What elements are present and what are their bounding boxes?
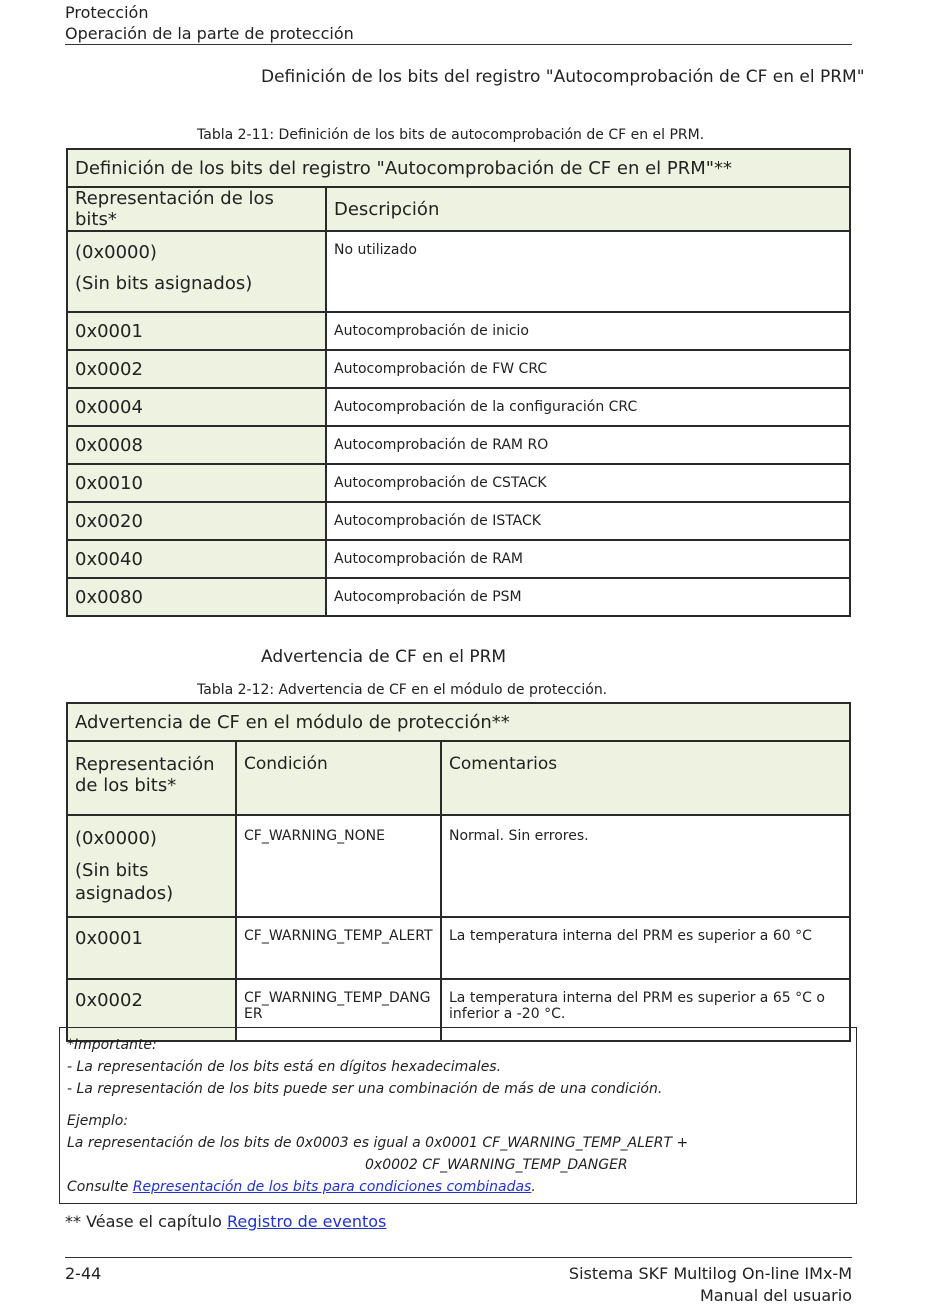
page-number: 2-44 bbox=[65, 1264, 102, 1283]
table-row bbox=[67, 578, 850, 616]
table-2-11 bbox=[66, 148, 851, 617]
table-2-12-caption: Tabla 2-12: Advertencia de CF en el módulo de protección. bbox=[197, 682, 608, 698]
condition-cell: CF_WARNING_TEMP_ALERT bbox=[236, 917, 441, 979]
table-row bbox=[67, 502, 850, 540]
table-row bbox=[67, 917, 850, 979]
table-row bbox=[67, 231, 850, 312]
column-header-bits: Representación de los bits* bbox=[67, 741, 236, 815]
comment-cell: La temperatura interna del PRM es superior a 60 °C bbox=[441, 917, 850, 979]
description-cell: Autocomprobación de CSTACK bbox=[326, 464, 850, 502]
footnote bbox=[65, 1212, 386, 1231]
table-row bbox=[67, 540, 850, 578]
bits-cell: 0x0020 bbox=[67, 502, 326, 540]
table-2-11-title: Definición de los bits del registro "Autocomprobación de CF en el PRM"** bbox=[67, 149, 850, 187]
bits-cell bbox=[67, 815, 236, 917]
header-section: Operación de la parte de protección bbox=[65, 24, 354, 43]
page-footer bbox=[65, 1257, 852, 1305]
note-important-label: *Importante: bbox=[67, 1037, 157, 1053]
note-example-line: La representación de los bits de 0x0003 es igual a 0x0001 CF_WARNING_TEMP_ALERT + bbox=[67, 1135, 689, 1151]
event-log-link[interactable]: Registro de eventos bbox=[227, 1212, 387, 1231]
bits-cell: 0x0002 bbox=[67, 350, 326, 388]
table-row bbox=[67, 464, 850, 502]
bits-cell: 0x0002 bbox=[67, 979, 236, 1041]
footer-product: Sistema SKF Multilog On-line IMx-M bbox=[568, 1264, 852, 1283]
table-2-12-title: Advertencia de CF en el módulo de protección** bbox=[67, 703, 850, 741]
page-header bbox=[65, 2, 852, 45]
bits-cell: 0x0080 bbox=[67, 578, 326, 616]
bits-cell: 0x0001 bbox=[67, 312, 326, 350]
header-chapter: Protección bbox=[65, 3, 149, 22]
description-cell: No utilizado bbox=[326, 231, 850, 312]
description-cell: Autocomprobación de RAM RO bbox=[326, 426, 850, 464]
note-line: - La representación de los bits puede ser una combinación de más de una condición. bbox=[67, 1081, 663, 1097]
note-see-suffix: . bbox=[531, 1179, 536, 1195]
bits-note: (Sin bits asignados) bbox=[75, 273, 253, 294]
condition-cell: CF_WARNING_NONE bbox=[236, 815, 441, 917]
column-header-comments: Comentarios bbox=[441, 741, 850, 815]
condition-cell: CF_WARNING_TEMP_DANGER bbox=[236, 979, 441, 1041]
bits-note: (Sin bits asignados) bbox=[75, 860, 174, 904]
table-row bbox=[67, 815, 850, 917]
section1-title: Definición de los bits del registro "Autocomprobación de CF en el PRM" bbox=[261, 67, 865, 87]
note-line: - La representación de los bits está en dígitos hexadecimales. bbox=[67, 1059, 502, 1075]
table-row bbox=[67, 350, 850, 388]
note-see-also bbox=[67, 1176, 849, 1198]
comment-cell: Normal. Sin errores. bbox=[441, 815, 850, 917]
important-note-box bbox=[59, 1027, 857, 1204]
footer-manual: Manual del usuario bbox=[700, 1286, 852, 1305]
description-cell: Autocomprobación de inicio bbox=[326, 312, 850, 350]
column-header-description: Descripción bbox=[326, 187, 850, 231]
table-2-12 bbox=[66, 702, 851, 1042]
description-cell: Autocomprobación de FW CRC bbox=[326, 350, 850, 388]
section2-title: Advertencia de CF en el PRM bbox=[261, 647, 507, 667]
bits-cell: 0x0010 bbox=[67, 464, 326, 502]
table-2-11-caption: Tabla 2-11: Definición de los bits de autocomprobación de CF en el PRM. bbox=[197, 127, 705, 143]
description-cell: Autocomprobación de RAM bbox=[326, 540, 850, 578]
footnote-prefix: ** Véase el capítulo bbox=[65, 1212, 228, 1231]
column-header-condition: Condición bbox=[236, 741, 441, 815]
bits-cell bbox=[67, 231, 326, 312]
table-row bbox=[67, 312, 850, 350]
bits-cell: 0x0008 bbox=[67, 426, 326, 464]
comment-cell: La temperatura interna del PRM es superior a 65 °C o inferior a -20 °C. bbox=[441, 979, 850, 1041]
bits-cell: 0x0040 bbox=[67, 540, 326, 578]
description-cell: Autocomprobación de PSM bbox=[326, 578, 850, 616]
description-cell: Autocomprobación de ISTACK bbox=[326, 502, 850, 540]
note-example-label: Ejemplo: bbox=[67, 1113, 129, 1129]
column-header-bits: Representación de los bits* bbox=[67, 187, 326, 231]
bits-cell: 0x0001 bbox=[67, 917, 236, 979]
table-row bbox=[67, 426, 850, 464]
bits-cell: 0x0004 bbox=[67, 388, 326, 426]
bits-value: (0x0000) bbox=[75, 242, 157, 263]
table-row bbox=[67, 388, 850, 426]
bits-value: (0x0000) bbox=[75, 828, 157, 849]
note-example-line: 0x0002 CF_WARNING_TEMP_DANGER bbox=[365, 1157, 628, 1173]
description-cell: Autocomprobación de la configuración CRC bbox=[326, 388, 850, 426]
note-see-prefix: Consulte bbox=[67, 1179, 133, 1195]
combined-conditions-link[interactable]: Representación de los bits para condiciones combinadas bbox=[132, 1179, 532, 1195]
